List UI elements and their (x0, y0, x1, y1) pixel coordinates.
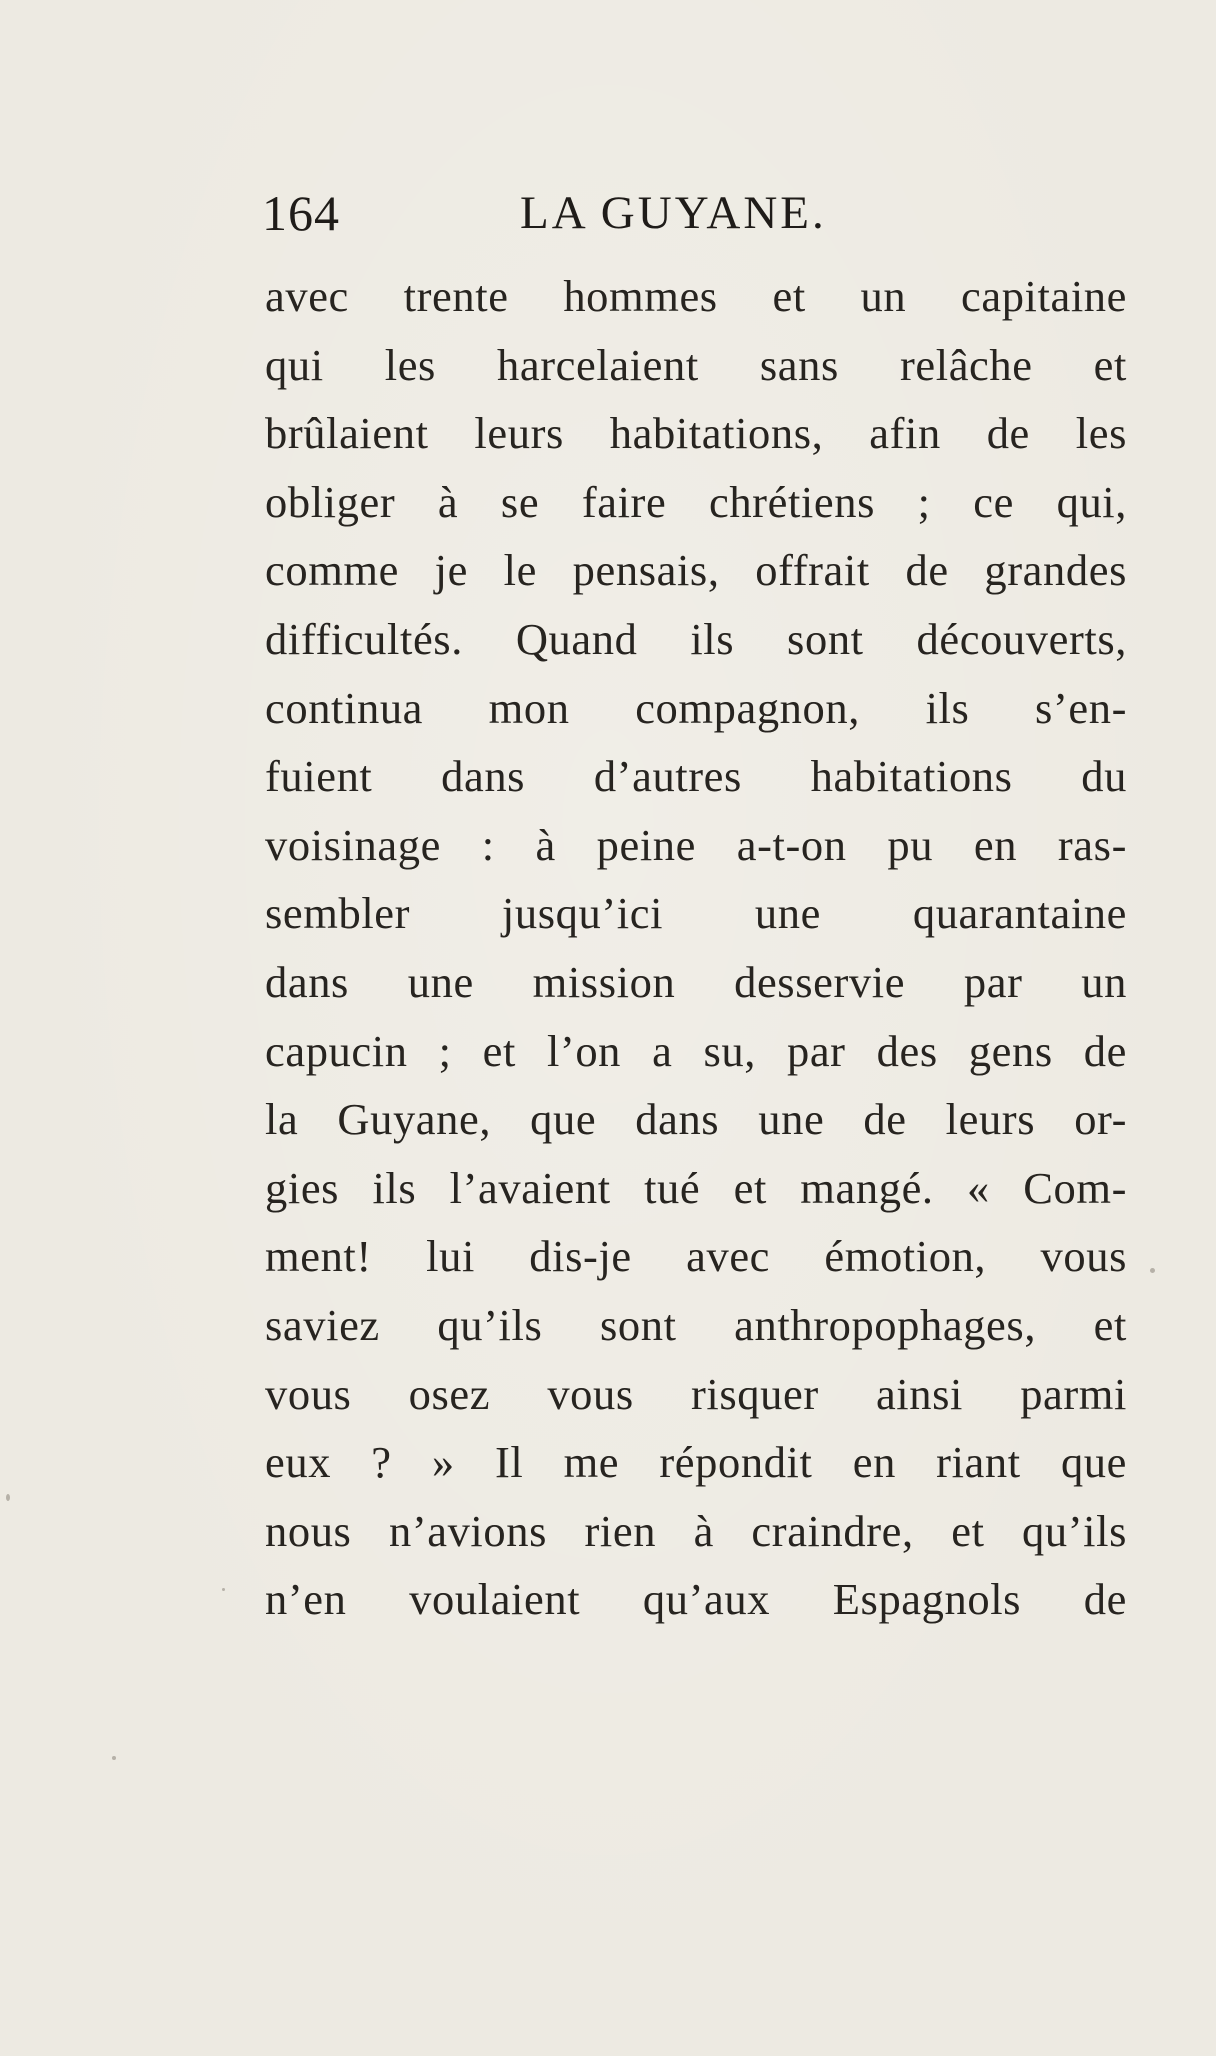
text-line: avec trente hommes et un capitaine (265, 271, 1127, 321)
text-line: obliger à se faire chrétiens ; ce qui, (265, 476, 1127, 527)
text-line: nous n’avions rien à craindre, et qu’ils (265, 1505, 1127, 1556)
paper-speck (6, 1494, 10, 1501)
text-line: vous osez vous risquer ainsi parmi (265, 1368, 1127, 1419)
text-line: dans une mission desservie par un (265, 956, 1127, 1007)
page-number: 164 (262, 185, 340, 241)
text-line: qui les harcelaient sans relâche et (265, 339, 1127, 390)
text-line: difficultés. Quand ils sont découverts, (265, 613, 1127, 664)
text-line: saviez qu’ils sont anthropophages, et (265, 1299, 1127, 1350)
text-line: brûlaient leurs habitations, afin de les (265, 408, 1127, 459)
text-line: eux ? » Il me répondit en riant que (265, 1437, 1127, 1488)
text-line: voisinage : à peine a-t-on pu en ras- (265, 819, 1127, 870)
text-line: comme je le pensais, offrait de grandes (265, 545, 1127, 596)
text-line: gies ils l’avaient tué et mangé. « Com- (265, 1162, 1127, 1213)
running-title: LA GUYANE. (520, 187, 827, 239)
page-header (262, 178, 1122, 258)
paper-speck (112, 1756, 116, 1760)
text-line: la Guyane, que dans une de leurs or- (265, 1094, 1127, 1145)
text-line: sembler jusqu’ici une quarantaine (265, 888, 1127, 939)
text-line: fuient dans d’autres habitations du (265, 751, 1127, 802)
paper-speck (222, 1588, 225, 1591)
body-text (265, 262, 1127, 1634)
text-line: capucin ; et l’on a su, par des gens de (265, 1025, 1127, 1076)
paper-speck (1150, 1268, 1155, 1273)
text-line: n’en voulaient qu’aux Espagnols de (265, 1574, 1127, 1625)
text-line: ment! lui dis-je avec émotion, vous (265, 1231, 1127, 1282)
text-line: continua mon compagnon, ils s’en- (265, 682, 1127, 733)
